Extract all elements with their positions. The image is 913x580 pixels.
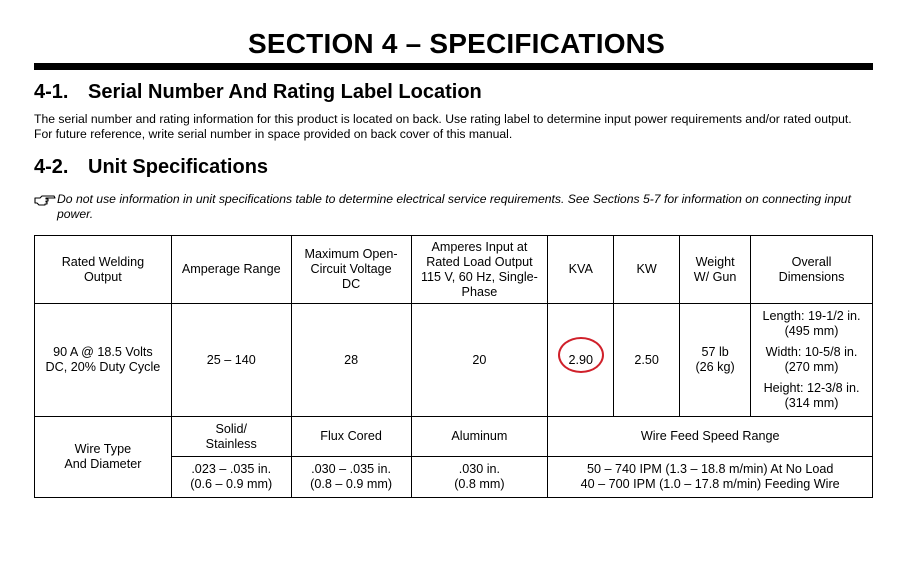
- cell-diameter-aluminum: .030 in. (0.8 mm): [411, 457, 548, 498]
- cell-wire-solid-stainless: Solid/ Stainless: [171, 417, 291, 457]
- cell-kw: 2.50: [614, 304, 680, 417]
- heading-4-1-number: 4-1.: [34, 81, 69, 103]
- heading-4-1: [34, 81, 482, 104]
- specifications-table: [34, 235, 873, 498]
- cell-diameter-solid: .023 – .035 in. (0.6 – 0.9 mm): [171, 457, 291, 498]
- cell-dimensions: [751, 304, 873, 417]
- heading-4-2-number: 4-2.: [34, 156, 69, 178]
- header-weight: Weight W/ Gun: [680, 236, 751, 304]
- header-kw: KW: [614, 236, 680, 304]
- cell-wire-type-label: Wire Type And Diameter: [35, 417, 172, 498]
- serial-paragraph-line-2: For future reference, write serial number in space provided on back cover of this manual.: [34, 127, 513, 141]
- header-amperes-input: Amperes Input at Rated Load Output 115 V, 60 Hz, Single- Phase: [411, 236, 548, 304]
- table-header-row: [35, 236, 873, 304]
- serial-paragraph: [34, 112, 879, 142]
- cell-wire-aluminum: Aluminum: [411, 417, 548, 457]
- header-kva: KVA: [548, 236, 614, 304]
- serial-paragraph-line-1: The serial number and rating information for this product is located on back. Use rating label to determine input power requirements and/or rated output.: [34, 112, 852, 126]
- cell-wire-flux-cored: Flux Cored: [291, 417, 411, 457]
- table-row: [35, 417, 873, 457]
- spec-note: [34, 192, 879, 222]
- header-amperage-range: Amperage Range: [171, 236, 291, 304]
- dimension-width: Width: 10-5/8 in. (270 mm): [765, 345, 858, 374]
- header-rated-welding-output: Rated Welding Output: [35, 236, 172, 304]
- kva-highlight-circle: [558, 337, 604, 373]
- title-rule: [34, 63, 873, 70]
- heading-4-2: [34, 156, 268, 179]
- cell-ocv: 28: [291, 304, 411, 417]
- heading-4-2-title: Unit Specifications: [88, 156, 269, 178]
- header-overall-dimensions: Overall Dimensions: [751, 236, 873, 304]
- heading-4-1-title: Serial Number And Rating Label Location: [88, 81, 482, 103]
- dimension-height: Height: 12-3/8 in. (314 mm): [763, 381, 860, 410]
- dimension-length: Length: 19-1/2 in. (495 mm): [762, 309, 861, 338]
- cell-wire-feed-speed-label: Wire Feed Speed Range: [548, 417, 873, 457]
- header-open-circuit-voltage: Maximum Open- Circuit Voltage DC: [291, 236, 411, 304]
- cell-amps-input: 20: [411, 304, 548, 417]
- cell-rated-output: 90 A @ 18.5 Volts DC, 20% Duty Cycle: [35, 304, 172, 417]
- section-title: SECTION 4 – SPECIFICATIONS: [248, 28, 665, 59]
- table-row: [35, 304, 873, 417]
- cell-diameter-flux: .030 – .035 in. (0.8 – 0.9 mm): [291, 457, 411, 498]
- cell-wire-feed-speeds: 50 – 740 IPM (1.3 – 18.8 m/min) At No Load 40 – 700 IPM (1.0 – 17.8 m/min) Feeding Wire: [548, 457, 873, 498]
- spec-note-text: Do not use information in unit specifications table to determine electrical service requirements. See Sections 5-7 for information on connecting input power.: [57, 192, 851, 221]
- cell-amperage-range: 25 – 140: [171, 304, 291, 417]
- cell-kva: 2.90: [548, 304, 614, 417]
- cell-weight: 57 lb (26 kg): [680, 304, 751, 417]
- pointing-hand-icon: [34, 193, 56, 207]
